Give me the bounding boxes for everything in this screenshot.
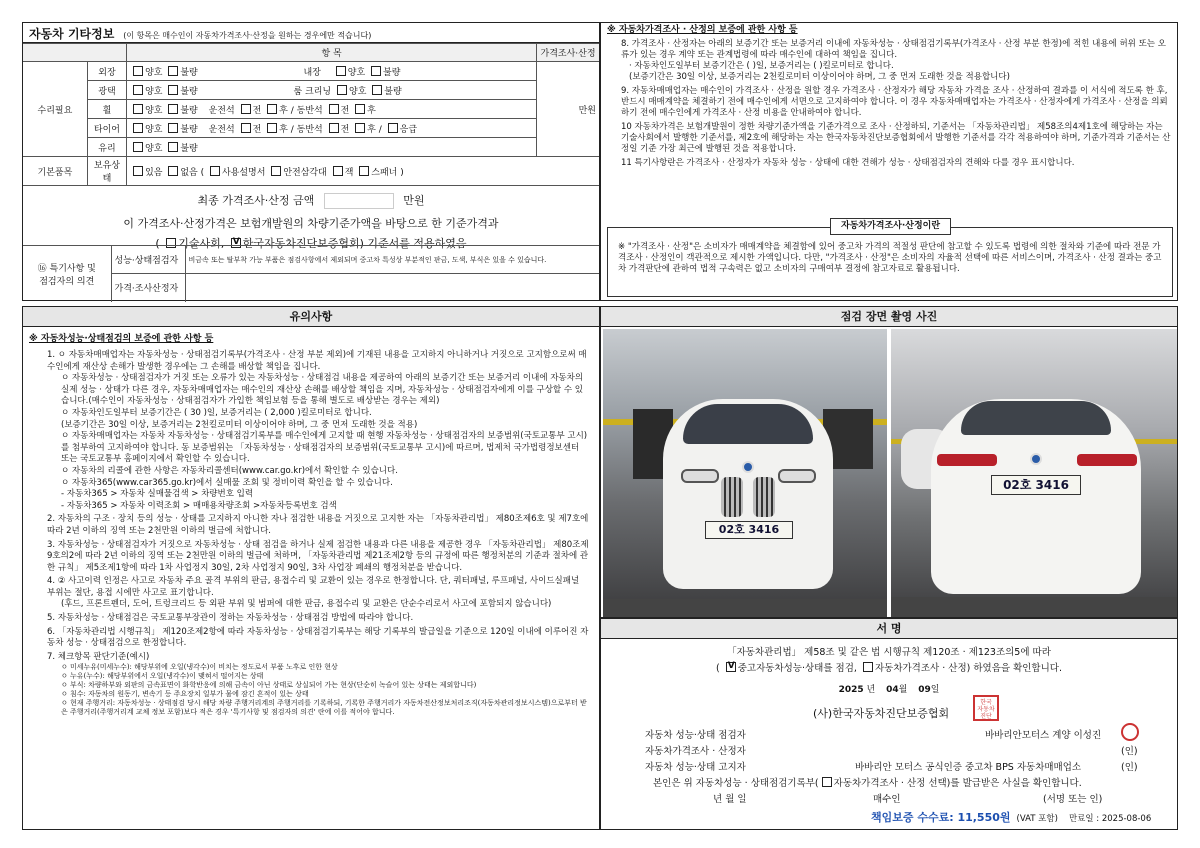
wheel-pass-rear-checkbox[interactable] (355, 104, 365, 114)
sign-line1: 「자동차관리법」 제58조 및 같은 법 시행규칙 제120조 · 제123조의5에 따라 (727, 647, 1051, 658)
row-tire-options: 양호 불량 운전석 전 후 / 동반석 전 후 / 응급 (127, 119, 537, 138)
note-item: 2. 자동차의 구조 · 장치 등의 성능 · 상태를 고지하지 아니한 자나 점검한 내용을 거짓으로 고지한 자는 「자동차관리법」 제80조제6호 및 제7호에 따라 2년 이하의 징역 또는 2천만원 이하의 벌금에 처합니다. (47, 514, 589, 536)
inspector-row (645, 727, 1165, 741)
tire-pass-rear-checkbox[interactable] (355, 123, 365, 133)
pricer-seal: (인) (1121, 746, 1138, 757)
triangle-checkbox[interactable] (271, 166, 281, 176)
seller-seal: (인) (1121, 762, 1138, 773)
bad-checkbox[interactable] (168, 66, 178, 76)
note-item: - 자동차365 > 자동차 실매물검색 > 차량번호 입력 (61, 489, 254, 500)
tire-spare-checkbox[interactable] (388, 123, 398, 133)
glass-good-checkbox[interactable] (133, 142, 143, 152)
wheel-pass-front-checkbox[interactable] (329, 104, 339, 114)
none-checkbox[interactable] (168, 166, 178, 176)
final-price-input[interactable] (324, 193, 394, 209)
wheel-bad-checkbox[interactable] (168, 104, 178, 114)
performance-check-checkbox[interactable] (726, 662, 736, 672)
photos-header: 점검 장면 촬영 사진 (601, 307, 1177, 327)
row-glass-options: 양호 불량 (127, 138, 537, 157)
price-guarantee-title: ※ 자동차가격조사 · 산정의 보증에 관한 사항 등 (607, 25, 798, 35)
photos-section (600, 306, 1178, 618)
sign-date: 2025 년 04월 09일 (838, 685, 940, 695)
note-item: 3. 자동차성능 · 상태점검자가 거짓으로 자동차성능 · 상태 점검을 하거나 실제 점검한 내용과 다른 내용을 제공한 경우 「자동차관리법」 제80조제9호의2에 따라 2년 이하의 징역 또는 2천만원 이하의 벌금에 처하며, 「자동차관리법 제21조제2항 등의 규정에 따른 행정처분의 기준과 절차에 관한 규칙」 제5조제1항에 따라 1차 사업정지 30일, 2차 사업정지 90일, 3차 사업장 폐쇄의 행정처분을 받습니다. (47, 539, 589, 573)
price-definition-text: ※ "가격조사 · 산정"은 소비자가 매매계약을 체결함에 있어 중고차 가격의 적절성 판단에 참고할 수 있도록 법령에 의한 절차와 기준에 따라 전문 가격조사 · 산정인이 객관적으로 제시한 가액입니다. 다만, "가격조사 · 산정"은 소비자의 자율적 선택에 따른 서비스이며, 가격조사 · 산정 결과는 중고차 가격판단에 관하여 법적 구속력은 없고 소비자의 구매여부 결정에 참고자료로 활용됩니다. (618, 242, 1162, 274)
basic-hold-label: 보유상태 (87, 157, 126, 186)
gloss-bad-checkbox[interactable] (168, 85, 178, 95)
note-item: 1. ㅇ 자동차매매업자는 자동차성능 · 상태점검기록부(가격조사 · 산정 부분 제외)에 기재된 내용을 고지하지 아니하거나 거짓으로 고지함으로써 매수인에게 재산상 손해가 발생한 경우에는 그 손해를 배상할 책임을 집니다. (47, 350, 587, 372)
inspector-row-label: 성능·상태점검자 (111, 246, 185, 274)
item-11: 11 특기사항란은 가격조사 · 산정자가 자동차 성능 · 상태에 대한 견해가 성능 · 상태점검자의 견해와 다를 경우 표시합니다. (621, 158, 1075, 168)
col-price-header: 가격조사·산정 (537, 44, 599, 62)
receipt-date-blank: 년 월 일 (713, 794, 747, 805)
row-glass: 유리 (87, 138, 126, 157)
good-checkbox[interactable] (133, 66, 143, 76)
has-checkbox[interactable] (133, 166, 143, 176)
inspector-seal (1121, 723, 1139, 741)
row-exterior: 외장 (87, 62, 126, 81)
notes-section (22, 306, 600, 830)
final-price-row: 최종 가격조사·산정 금액 만원 (197, 194, 425, 207)
vehicle-other-info-section (22, 22, 600, 301)
note-item: (보증기간은 30일 이상, 보증거리는 2천킬로미터 이상이어야 하며, 그 중 먼저 도래한 것을 적용) (61, 419, 418, 430)
fee-label: 책임보증 수수료: 11,550원 (871, 811, 1011, 824)
note-item: ㅇ 침수: 자동차의 원동기, 변속기 등 주요장치 일부가 물에 잠긴 흔적이 있는 상태 (61, 690, 309, 699)
fee-note: (VAT 포함) (1016, 814, 1058, 824)
price-check-checkbox[interactable] (863, 662, 873, 672)
section-title: 자동차 기타정보 (29, 27, 115, 41)
note-item: ㅇ 현재 주행거리: 자동차성능 · 상태점검 당시 해당 차량 주행거리계의 주행거리를 기록하되, 기록한 주행거리가 자동차전산정보처리조직(자동차관리정보시스템)으로부터 받은 주행거리(주행거리계 교체 정보 포함)보다 적은 경우 '특기사항 및 점검자의 의견' 란에 이를 적어야 합니다. (61, 699, 587, 717)
buyer-label: 매수인 (873, 794, 901, 805)
front-license-plate: 02호 3416 (705, 521, 793, 539)
buyer-row (713, 791, 1173, 805)
basis-line1: 이 가격조사·산정가격은 보험개발원의 차량기준가액을 바탕으로 한 기준가격과 (123, 217, 499, 230)
note-item: ㅇ 자동차매매업자는 자동차 자동차성능 · 상태점검기록부를 매수인에게 고지할 때 현행 자동차성능 · 상태점검자의 보증범위(국토교통부 고시)를 첨부하여 고지하여야 합니다. 동 보증범위는 「자동차성능 · 상태점검자의 보증범위(국토교통부 고시)에 따르며, 법제처 국가법령정보센터 또는 국토교통부 홈페이지에서 확인할 수 있습니다. (61, 431, 588, 465)
pricer-row-label: 가격·조사산정자 (111, 274, 185, 302)
note-item: - 자동차365 > 자동차 이력조회 > 매매용차량조회 >자동차등록번호 검색 (61, 500, 337, 511)
clean-bad-checkbox[interactable] (372, 85, 382, 95)
note-item: (후드, 프론트펜더, 도어, 트렁크리드 등 외판 부위 및 범퍼에 대한 판금, 용접수리 및 교환은 단순수리로서 사고에 포함되지 않습니다) (61, 599, 552, 610)
item-8-sub1: · 자동차인도일부터 보증기간은 ( )일, 보증거리는 ( )킬로미터로 합니다. (629, 61, 894, 71)
sign-line2: ( V중고자동차성능·상태를 점검, 자동차가격조사 · 산정) 하였음을 확인합니다. (601, 660, 1177, 674)
interior-bad-checkbox[interactable] (371, 66, 381, 76)
signature-section (600, 618, 1178, 830)
basis-line2: ( 기술사회, V한국자동차진단보증협회) 기준서를 적용하였음 (23, 235, 599, 251)
tire-bad-checkbox[interactable] (168, 123, 178, 133)
section-title-row (23, 23, 599, 43)
row-tire: 타이어 (87, 119, 126, 138)
repair-table (23, 43, 599, 186)
row-wheel: 휠 (87, 100, 126, 119)
spanner-checkbox[interactable] (359, 166, 369, 176)
price-definition-title: 자동차가격조사·산정이란 (830, 218, 951, 235)
col-item-header: 항 목 (127, 44, 537, 62)
item-10: 10 자동차가격은 보험개발원이 정한 차량기준가액을 기준가격으로 조사 · 산정하되, 기준서는 「자동차관리법」 제58조의4제1호에 해당하는 자는 기술사회에서 발행한 기준서를, 제2호에 해당하는 자는 한국자동차진단보증협회에서 발행한 기준서를 각각 적용하여야 하며, 기준가격과 기준서는 산정일 기준 가장 최근에 발행된 것을 적용합니다. (621, 122, 1171, 154)
rear-car-photo (891, 329, 1177, 617)
interior-good-checkbox[interactable] (336, 66, 346, 76)
row-exterior-options: 양호 불량 내장 양호 불량 (127, 62, 537, 81)
note-item: 6. 「자동차관리법 시행규칙」 제120조제2항에 따라 자동차성능 · 상태점검기록부는 해당 기록부의 발급일을 기준으로 120일 이내에 이루어진 자동차 성능 · 상태점검으로 한정합니다. (47, 626, 589, 649)
inspector-label: 자동차 성능·상태 점검자 (645, 730, 746, 741)
front-car-photo (603, 329, 887, 617)
pricer-row (645, 743, 1165, 757)
inspector-value: 바바리안모터스 계양 이성진 (985, 730, 1102, 741)
association-seal: 한국 자동차 진단 (973, 695, 999, 721)
special-notes-table (23, 245, 599, 302)
sign-org: (사)한국자동차진단보증협회 (813, 707, 950, 720)
glass-bad-checkbox[interactable] (168, 142, 178, 152)
note-item: ㅇ 자동차성능 · 상태점검자가 거짓 또는 오류가 있는 자동차성능 · 상태점검 내용을 제공하여 아래의 보증기간 또는 보증거리 이내에 자동차의 실제 성능 · 상태가 다른 경우, 자동차매매업자는 매수인의 재산상 손해를 배상할 책임을 지며, 자동차성능 · 상태점검자에게 이를 구상할 수 있습니다.(매수인이 자동차성능 · 상태점검자가 가입한 책임보험 등을 통해 별도로 배상받는 경우는 제외) (61, 373, 584, 407)
notes-header: 유의사항 (23, 307, 599, 327)
section-subtitle: (이 항목은 매수인이 자동차가격조사·산정을 원하는 경우에만 적습니다) (123, 31, 372, 40)
note-item: 4. ② 사고이력 인정은 사고로 자동차 주요 골격 부위의 판금, 용접수리 및 교환이 있는 경우로 한정합니다. 단, 쿼터패널, 루프패널, 사이드실패널 부위는 절단, 용접 시에만 사고로 표기합니다. (47, 576, 580, 598)
pricer-opinion (185, 274, 599, 302)
note-item: ㅇ 부식: 차량하부와 외판의 금속표면이 화학반응에 의해 금속이 아닌 상태로 상실되어 가는 현상(단순히 녹슬어 있는 상태는 제외합니다) (61, 681, 477, 690)
seller-label: 자동차 성능·상태 고지자 (645, 762, 746, 773)
inspector-opinion: 비금속 또는 탈부착 가능 부품은 점검사항에서 제외되며 중고차 특성상 부분적인 판금, 도색, 부식은 있을 수 있습니다. (185, 246, 599, 274)
wheel-driver-rear-checkbox[interactable] (267, 104, 277, 114)
tire-driver-front-checkbox[interactable] (241, 123, 251, 133)
gloss-good-checkbox[interactable] (133, 85, 143, 95)
wheel-good-checkbox[interactable] (133, 104, 143, 114)
notes-list (23, 346, 599, 717)
seller-row (645, 759, 1165, 773)
jack-checkbox[interactable] (333, 166, 343, 176)
note-item: ㅇ 미세누유(미세누수): 해당부위에 오일(냉각수)이 비치는 정도로서 부품 노후로 인한 현상 (61, 663, 338, 672)
receipt-price-checkbox[interactable] (822, 777, 832, 787)
row-wheel-options: 양호 불량 운전석 전 후 / 동반석 전 후 (127, 100, 537, 119)
basic-items-options: 있음 없음 ( 사용설명서 안전삼각대 잭 스패너 ) (127, 157, 599, 186)
note-item: 5. 자동차성능 · 상태점검은 국토교통부장관이 정하는 자동차성능 · 상태점검 방법에 따라야 합니다. (47, 613, 414, 624)
price-guarantee-section (600, 22, 1178, 301)
expiry-date: 만료일 : 2025-08-06 (1068, 814, 1152, 824)
note-item: 7. 체크항목 판단기준(예시) (47, 651, 150, 662)
tire-good-checkbox[interactable] (133, 123, 143, 133)
price-definition-box (607, 221, 1173, 297)
tire-driver-rear-checkbox[interactable] (267, 123, 277, 133)
tire-pass-front-checkbox[interactable] (329, 123, 339, 133)
note-item: ㅇ 자동차인도일부터 보증기간은 ( 30 )일, 보증거리는 ( 2,000 )킬로미터로 합니다. (61, 407, 372, 418)
buyer-sign: (서명 또는 인) (1043, 794, 1103, 805)
price-unit: 만원 (537, 62, 599, 157)
note-item: ㅇ 자동차365(www.car365.go.kr)에서 실매물 조회 및 정비이력 확인을 할 수 있습니다. (61, 477, 393, 488)
wheel-driver-front-checkbox[interactable] (241, 104, 251, 114)
notes-title: ※ 자동차성능·상태점검의 보증에 관한 사항 등 (29, 334, 214, 344)
repair-label: 수리필요 (23, 62, 87, 157)
item-9: 9. 자동차매매업자는 매수인이 가격조사 · 산정을 원할 경우 가격조사 · 산정자가 해당 자동차 가격을 조사 · 산정하여 결과를 이 서식에 적도록 한 후, 반드시 매매계약을 체결하기 전에 매수인에게 서면으로 고지하여야 합니다. 이 경우 자동차매매업자는 가격조사 · 산정자에게 가격조사 · 산정을 의뢰하기 전에 매수인에게 가격조사 · 산정 비용을 안내하여야 합니다. (621, 86, 1168, 118)
item-8-sub2: (보증기간은 30일 이상, 보증거리는 2천킬로미터 이상이어야 하며, 그 중 먼저 도래한 것을 적용합니다) (629, 72, 1010, 82)
row-gloss-options: 양호 불량 룸 크리닝 양호 불량 (127, 81, 537, 100)
note-item: ㅇ 자동차의 리콜에 관한 사항은 자동차리콜센터(www.car.go.kr)에서 확인할 수 있습니다. (61, 465, 398, 476)
basic-items-label: 기본품목 (23, 157, 87, 186)
rear-license-plate: 02호 3416 (991, 475, 1081, 495)
receipt-row: 본인은 위 자동차성능 · 상태점검기록부( 자동차가격조사 · 산정 선택)를 발급받은 사실을 확인합니다. (653, 778, 1082, 789)
row-gloss: 광택 (87, 81, 126, 100)
clean-good-checkbox[interactable] (337, 85, 347, 95)
item-8: 8. 가격조사 · 산정자는 아래의 보증기간 또는 보증거리 이내에 자동차성능 · 상태점검기록부(가격조사 · 산정 부분 한정)에 적힌 내용에 허위 또는 오류가 있는 경우 계약 또는 관계법령에 따라 매수인에 대하여 책임을 집니다. (621, 39, 1166, 60)
seller-value: 바바리안 모터스 공식인증 중고차 BPS 자동차매매업소 (855, 762, 1082, 773)
fee-row (871, 809, 1177, 825)
special-notes-label: ⑯ 특기사항 및 점검자의 의견 (23, 246, 111, 302)
manual-checkbox[interactable] (210, 166, 220, 176)
note-item: ㅇ 누유(누수): 해당부위에서 오일(냉각수)이 맺혀서 떨어지는 상태 (61, 672, 264, 681)
signature-header: 서 명 (601, 619, 1177, 639)
pricer-label: 자동차가격조사 · 산정자 (645, 746, 746, 757)
